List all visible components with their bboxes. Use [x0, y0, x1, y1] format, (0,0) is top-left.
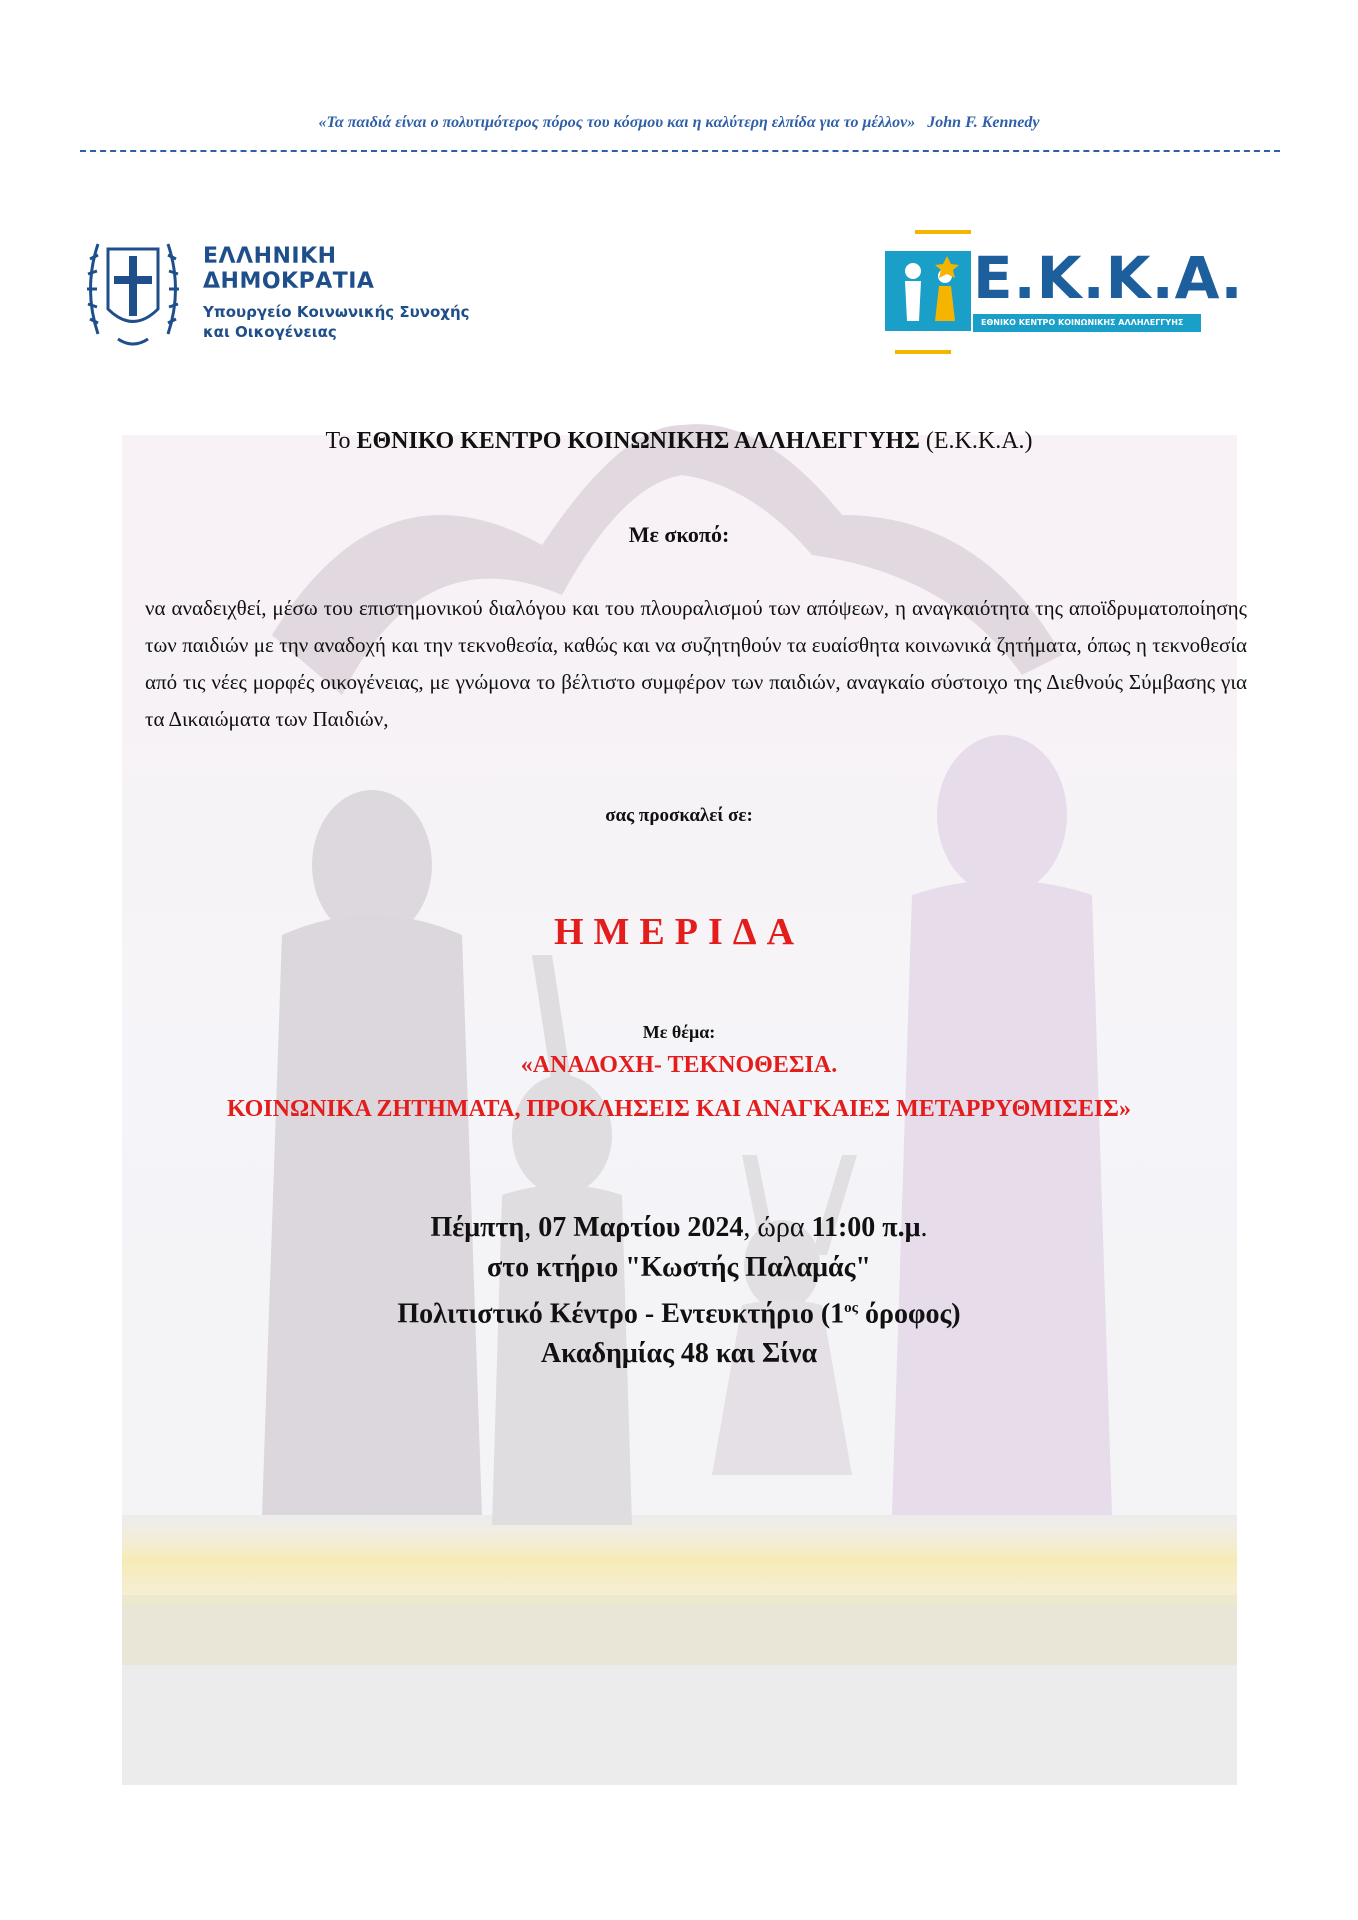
event-date: 07 Μαρτίου 2024 — [538, 1212, 744, 1243]
ekka-full-name: ΕΘΝΙΚΟ ΚΕΝΤΡΟ ΚΟΙΝΩΝΙΚΗΣ ΑΛΛΗΛΕΓΓΥΗΣ — [981, 318, 1184, 327]
ekka-logo — [885, 226, 1244, 356]
event-details — [0, 1208, 1358, 1374]
theme-line-1: «ΑΝΑΔΟΧΗ- ΤΕΚΝΟΘΕΣΙΑ. — [520, 1052, 838, 1078]
event-address: Ακαδημίας 48 και Σίνα — [540, 1338, 818, 1370]
venue-pre: Πολιτιστικό Κέντρο - Εντευκτήριο (1 — [397, 1298, 845, 1330]
header-divider — [80, 150, 1280, 152]
event-sep2: , ώρα — [743, 1212, 805, 1243]
event-building: στο κτήριο "Κωστής Παλαμάς" — [487, 1252, 871, 1283]
greek-coat-of-arms-icon — [78, 214, 188, 364]
venue-sup: ος — [844, 1300, 858, 1316]
gov-subtitle-2: και Οικογένειας — [203, 323, 337, 341]
org-name: ΕΘΝΙΚΟ ΚΕΝΤΡΟ ΚΟΙΝΩΝΙΚΗΣ ΑΛΛΗΛΕΓΓΥΗΣ — [356, 428, 920, 454]
event-datetime — [0, 1208, 1358, 1248]
ekka-acronym: Ε.Κ.Κ.Α. — [973, 244, 1244, 312]
quote-text: «Τα παιδιά είναι ο πολυτιμότερος πόρος του κόσμου και η καλύτερη ελπίδα για το μέλλον» — [318, 114, 916, 131]
event-time: 11:00 π.μ — [811, 1212, 921, 1243]
gov-subtitle-1: Υπουργείο Κοινωνικής Συνοχής — [203, 303, 470, 321]
org-prefix: Το — [325, 428, 351, 454]
event-type-title: ΗΜΕΡΙΔΑ — [553, 911, 805, 953]
event-sep3: . — [920, 1212, 928, 1243]
organization-line — [0, 428, 1358, 455]
event-venue — [0, 1288, 1358, 1334]
ministry-logo — [78, 214, 498, 364]
ekka-band — [973, 314, 1201, 332]
quote-author: John F. Kennedy — [927, 114, 1040, 131]
purpose-heading: Με σκοπό: — [628, 522, 730, 547]
purpose-text: να αναδειχθεί, μέσω του επιστημονικού διαλόγου και του πλουραλισμού των απόψεων, η αναγκαιότητα της αποϊδρυματοποίησης των παιδιών με την αναδοχή και την τεκνοθεσία, καθώς και να συζητηθούν τα ευαίσθητα κοινωνικά ζητήματα, όπως η τεκνοθεσία από τις νέες μορφές οικογένειας, με γνώμονα το βέλτιστο συμφέρον των παιδιών, αναγκαίο σύστοιχο της Διεθνούς Σύμβασης για τα Δικαιώματα των Παιδιών, — [145, 596, 1247, 731]
theme-label: Με θέμα: — [642, 1022, 716, 1042]
invite-text: σας προσκαλεί σε: — [605, 805, 753, 826]
gov-title: ΕΛΛΗΝΙΚΗ ΔΗΜΟΚΡΑΤΙΑ — [203, 244, 375, 294]
ekka-figures-icon — [885, 226, 975, 356]
venue-post: όροφος) — [858, 1298, 961, 1330]
kennedy-quote — [0, 114, 1358, 132]
org-abbr: (Ε.Κ.Κ.Α.) — [925, 428, 1033, 454]
theme-line-2: ΚΟΙΝΩΝΙΚΑ ΖΗΤΗΜΑΤΑ, ΠΡΟΚΛΗΣΕΙΣ ΚΑΙ ΑΝΑΓΚΑΙΕΣ ΜΕΤΑΡΡΥΘΜΙΣΕΙΣ» — [227, 1096, 1131, 1122]
event-sep1: , — [524, 1212, 532, 1243]
event-day: Πέμπτη — [430, 1212, 525, 1243]
